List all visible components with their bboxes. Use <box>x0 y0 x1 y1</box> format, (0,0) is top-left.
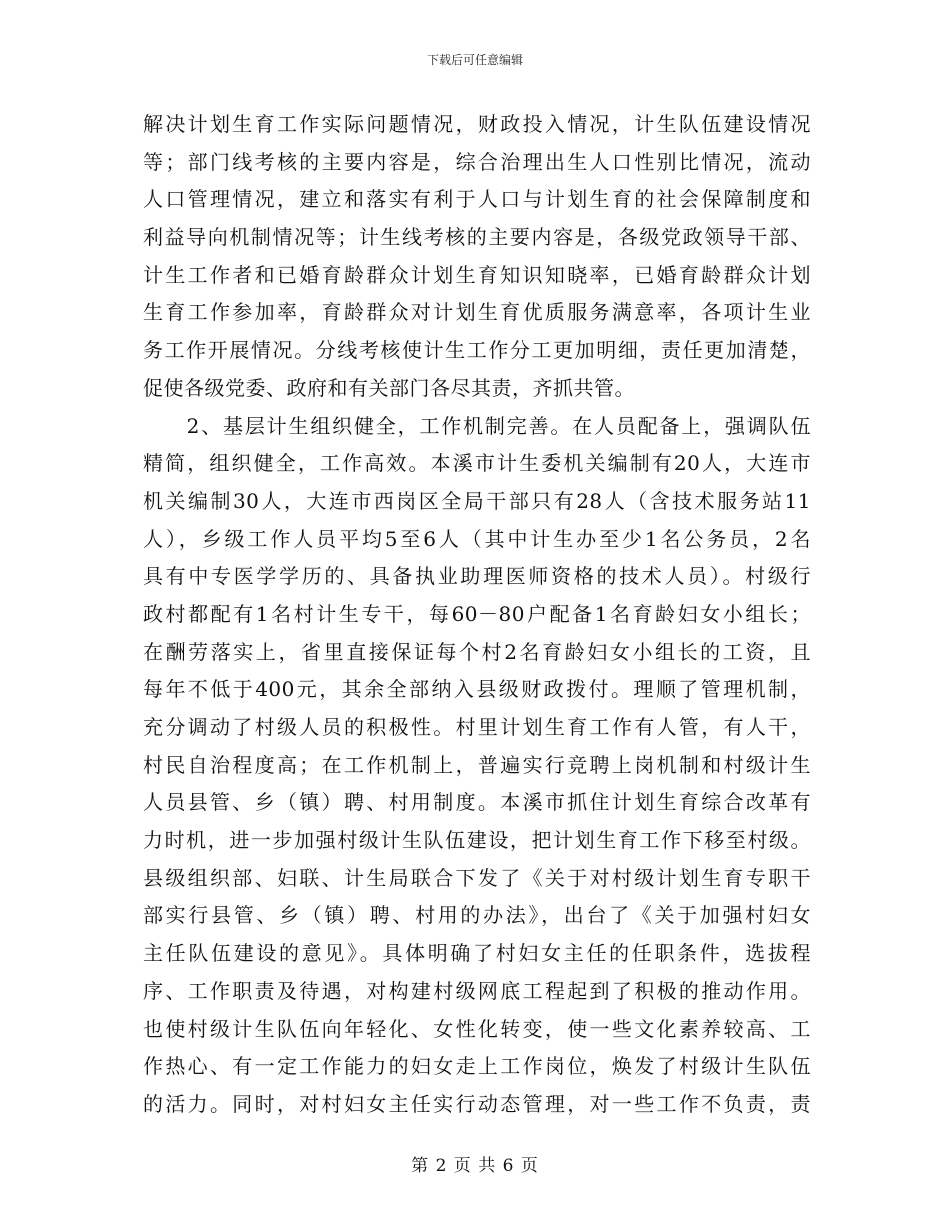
text-line: 的活力。同时，对村妇女主任实行动态管理，对一些工作不负责，责 <box>143 1091 811 1116</box>
text-line: 精简，组织健全，工作高效。本溪市计生委机关编制有20人，大连市 <box>143 451 811 476</box>
text-line: 在酬劳落实上，省里直接保证每个村2名育龄妇女小组长的工资，且 <box>143 639 811 664</box>
page-number: 第 2 页 共 6 页 <box>411 1156 539 1176</box>
text-line: 利益导向机制情况等；计生线考核的主要内容是，各级党政领导干部、 <box>143 225 811 250</box>
text-line: 务工作开展情况。分线考核使计生工作分工更加明细，责任更加清楚， <box>143 338 811 363</box>
text-line: 村民自治程度高；在工作机制上，普遍实行竞聘上岗机制和村级计生 <box>143 752 811 777</box>
text-line: 人员县管、乡（镇）聘、村用制度。本溪市抓住计划生育综合改革有 <box>143 790 811 815</box>
text-line: 人），乡级工作人员平均5至6人（其中计生办至少1名公务员，2名 <box>143 526 811 551</box>
text-line: 也使村级计生队伍向年轻化、女性化转变，使一些文化素养较高、工 <box>143 1016 811 1041</box>
text-line: 部实行县管、乡（镇）聘、村用的办法》，出台了《关于加强村妇女 <box>143 903 811 928</box>
text-line: 充分调动了村级人员的积极性。村里计划生育工作有人管，有人干， <box>143 715 811 739</box>
text-line: 力时机，进一步加强村级计生队伍建设，把计划生育工作下移至村级。 <box>143 828 811 853</box>
text-line: 政村都配有1名村计生专干，每60－80户配备1名育龄妇女小组长； <box>143 601 811 626</box>
text-line: 机关编制30人，大连市西岗区全局干部只有28人（含技术服务站11 <box>143 488 811 513</box>
text-line: 促使各级党委、政府和有关部门各尽其责，齐抓共管。 <box>143 375 635 400</box>
text-line: 等；部门线考核的主要内容是，综合治理出生人口性别比情况，流动 <box>143 149 811 174</box>
text-line: 计生工作者和已婚育龄群众计划生育知识知晓率，已婚育龄群众计划 <box>143 262 811 287</box>
text-line: 主任队伍建设的意见》。具体明确了村妇女主任的任职条件，选拔程 <box>143 941 811 966</box>
text-line: 具有中专医学学历的、具备执业助理医师资格的技术人员）。村级行 <box>143 564 811 589</box>
text-line: 2、基层计生组织健全，工作机制完善。在人员配备上，强调队伍 <box>143 413 811 438</box>
text-line: 序、工作职责及待遇，对构建村级网底工程起到了积极的推动作用。 <box>143 978 811 1003</box>
text-line: 生育工作参加率，育龄群众对计划生育优质服务满意率，各项计生业 <box>143 300 811 325</box>
text-line: 解决计划生育工作实际问题情况，财政投入情况，计生队伍建设情况 <box>143 112 811 136</box>
text-line: 县级组织部、妇联、计生局联合下发了《关于对村级计划生育专职干 <box>143 865 811 890</box>
text-line: 人口管理情况，建立和落实有利于人口与计划生育的社会保障制度和 <box>143 187 811 212</box>
document-body <box>143 106 811 1124</box>
page-header-note: 下载后可任意编辑 <box>426 53 523 67</box>
text-line: 作热心、有一定工作能力的妇女走上工作岗位，焕发了村级计生队伍 <box>143 1054 811 1079</box>
text-line: 每年不低于400元，其余全部纳入县级财政拨付。理顺了管理机制， <box>143 677 811 702</box>
